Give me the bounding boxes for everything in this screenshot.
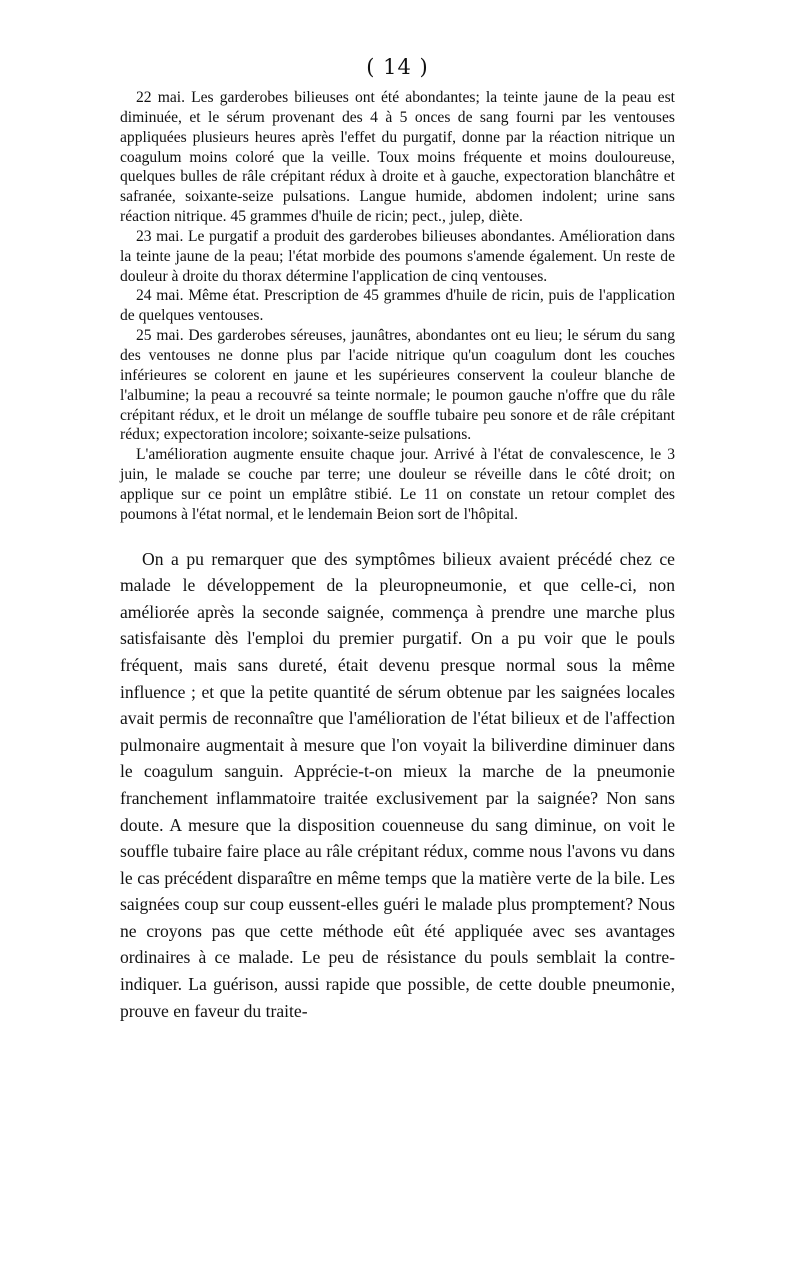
case-note-22-mai: 22 mai. Les garderobes bilieuses ont été abondantes; la teinte jaune de la peau est diminuée, et le sérum provenant des 4 à 5 onces de sang fourni par les ventouses appliquées plusieurs heures après l'effet du purgatif, donne par la réaction nitrique un coagulum moins coloré que la veille. Toux moins fréquente et moins douloureuse, quelques bulles de râle crépitant rédux à droite et à gauche, expectoration blanchâtre et safranée, soixante-seize pulsations. Langue humide, abdomen indolent; urine sans réaction nitrique. 45 grammes d'huile de ricin; pect., julep, diète. bbox=[120, 89, 675, 226]
book-page bbox=[120, 52, 675, 1024]
case-note-25-mai: 25 mai. Des garderobes séreuses, jaunâtres, abondantes ont eu lieu; le sérum du sang des ventouses ne donne plus par l'acide nitrique qu'un coagulum dont les couches inférieures se colorent en jaune et les supérieures conservent la couleur blanche de l'albumine; la peau a recouvré sa teinte normale; le poumon gauche n'offre que du râle crépitant rédux, et le droit un mélange de souffle tubaire peu sonore et de râle crépitant rédux; expectoration incolore; soixante-seize pulsations. bbox=[120, 327, 675, 444]
commentary-paragraph: On a pu remarquer que des symptômes bilieux avaient précédé chez ce malade le développement de la pleuropneumonie, et que celle-ci, non améliorée après la seconde saignée, commença à prendre une marche plus satisfaisante dès l'emploi du premier purgatif. On a pu voir que le pouls fréquent, mais sans dureté, était devenu presque normal sous la même influence ; et que la petite quantité de sérum obtenue par les saignées locales avait permis de reconnaître que l'amélioration de l'état bilieux et de l'affection pulmonaire augmentait à mesure que l'on voyait la biliverdine diminuer dans le coagulum sanguin. Apprécie-t-on mieux la marche de la pneumonie franchement inflammatoire traitée exclusivement par la saignée? Non sans doute. A mesure que la disposition couenneuse du sang diminue, on voit le souffle tubaire faire place au râle crépitant rédux, comme nous l'avons vu dans le cas précédent disparaître en même temps que la matière verte de la bile. Les saignées coup sur coup eussent-elles guéri le malade plus promptement? Nous ne croyons pas que cette méthode eût été appliquée avec ses avantages ordinaires à ce malade. Le peu de résistance du pouls semblait la contre-indiquer. La guérison, aussi rapide que possible, de cette double pneumonie, prouve en faveur du traite- bbox=[120, 548, 675, 1021]
case-notes bbox=[120, 88, 675, 525]
case-note-23-mai: 23 mai. Le purgatif a produit des garderobes bilieuses abondantes. Amélioration dans la teinte jaune de la peau; l'état morbide des poumons s'amende également. Un reste de douleur à droite du thorax détermine l'application de cinq ventouses. bbox=[120, 227, 675, 285]
commentary bbox=[120, 546, 675, 1025]
case-note-24-mai: 24 mai. Même état. Prescription de 45 grammes d'huile de ricin, puis de l'application de quelques ventouses. bbox=[120, 287, 675, 325]
case-note-convalescence: L'amélioration augmente ensuite chaque jour. Arrivé à l'état de convalescence, le 3 juin, le malade se couche par terre; une douleur se réveille dans le côté droit; on applique sur ce point un emplâtre stibié. Le 11 on constate un retour complet des poumons à l'état normal, et le lendemain Beion sort de l'hôpital. bbox=[120, 446, 675, 523]
page-number: ( 14 ) bbox=[366, 55, 429, 79]
